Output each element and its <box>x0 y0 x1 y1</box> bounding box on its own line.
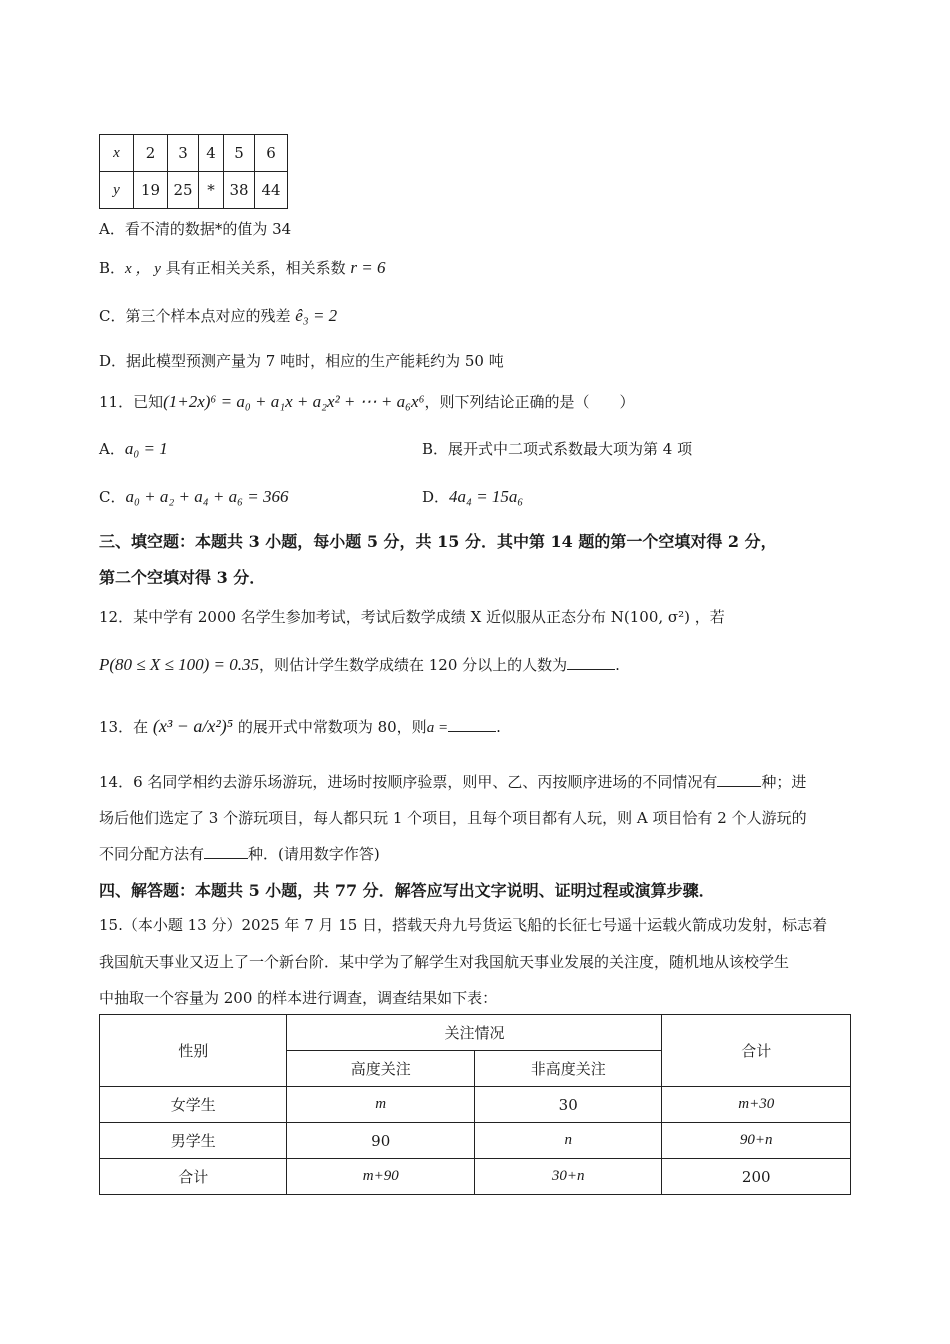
q13 <box>99 716 501 737</box>
table-cell: 2 <box>134 135 168 172</box>
table-row <box>100 1123 851 1159</box>
survey-table <box>99 1014 851 1195</box>
table-cell: 19 <box>134 172 168 209</box>
q10-option-c <box>99 305 337 326</box>
table-header-row <box>100 1015 851 1051</box>
answer-blank[interactable] <box>567 654 615 670</box>
table-row <box>100 172 288 209</box>
q10-option-d: D．据此模型预测产量为 7 吨时，相应的生产能耗约为 50 吨 <box>99 352 504 370</box>
q11-option-c <box>99 486 289 507</box>
question-number: 13．在 <box>99 718 149 736</box>
header-gender: 性别 <box>100 1015 287 1087</box>
question-number: 11．已知 <box>99 393 164 411</box>
option-label: A． <box>99 440 125 458</box>
option-text: 具有正相关关系，相关系数 <box>160 259 351 277</box>
answer-blank[interactable] <box>204 843 248 859</box>
table-cell: 90 <box>287 1123 474 1159</box>
table-cell: 男学生 <box>100 1123 287 1159</box>
table-cell: 3 <box>168 135 199 172</box>
table-cell: 90+n <box>662 1123 851 1159</box>
section-heading: 四、解答题：本题共 5 小题，共 77 分．解答应写出文字说明、证明过程或演算步骤． <box>99 881 715 900</box>
table-cell: 6 <box>255 135 288 172</box>
q10-option-b <box>99 257 386 278</box>
question-text: ，则下列结论正确的是（ ） <box>424 393 635 411</box>
math-expression: a₀ + a₂ + a₄ + a₆ = 366 <box>125 487 289 506</box>
xy-data-table <box>99 134 288 209</box>
table-row <box>100 135 288 172</box>
table-cell: 合计 <box>100 1159 287 1195</box>
table-cell: 30+n <box>474 1159 661 1195</box>
q12-line2 <box>99 654 620 675</box>
table-cell: 44 <box>255 172 288 209</box>
table-cell: m+30 <box>662 1087 851 1123</box>
table-cell: 30 <box>474 1087 661 1123</box>
table-cell: m+90 <box>287 1159 474 1195</box>
header-nonhigh: 非高度关注 <box>474 1051 661 1087</box>
q11-stem <box>99 391 635 412</box>
math-expression: P(80 ≤ X ≤ 100) = 0.35 <box>99 655 259 674</box>
math-vars: x ， y <box>125 261 161 277</box>
q11-option-a <box>99 438 168 459</box>
punctuation: . <box>615 656 620 674</box>
option-text: C．第三个样本点对应的残差 <box>99 307 296 325</box>
q14-line1 <box>99 771 806 792</box>
math-expression: ê₃ = 2 <box>295 306 338 325</box>
table-cell: 38 <box>224 172 255 209</box>
header-attention: 关注情况 <box>287 1015 662 1051</box>
option-label: C． <box>99 488 126 506</box>
table-row <box>100 1087 851 1123</box>
question-text: 种；进 <box>761 773 807 791</box>
answer-blank[interactable] <box>448 716 496 732</box>
math-var: a = <box>426 720 449 736</box>
table-cell: 女学生 <box>100 1087 287 1123</box>
question-text: 14．6 名同学相约去游乐场游玩，进场时按顺序验票，则甲、乙、丙按顺序进场的不同情况有 <box>99 773 718 791</box>
table-cell: y <box>100 172 134 209</box>
table-cell: x <box>100 135 134 172</box>
answer-blank[interactable] <box>717 771 761 787</box>
section-heading: 三、填空题：本题共 3 小题，每小题 5 分，共 15 分．其中第 14 题的第一个空填对得 2 分， <box>99 532 777 551</box>
question-text: 不同分配方法有 <box>99 845 205 863</box>
q15-line3: 中抽取一个容量为 200 的样本进行调查，调查结果如下表： <box>99 989 498 1007</box>
question-text: 种．(请用数字作答) <box>248 845 380 863</box>
table-cell: 4 <box>199 135 224 172</box>
q15-line2: 我国航天事业又迈上了一个新台阶．某中学为了解学生对我国航天事业发展的关注度，随机地从该校学生 <box>99 953 790 971</box>
q11-option-b: B．展开式中二项式系数最大项为第 4 项 <box>422 440 693 458</box>
punctuation: . <box>496 718 501 736</box>
header-high: 高度关注 <box>287 1051 474 1087</box>
question-text: 的展开式中常数项为 80，则 <box>237 718 427 736</box>
math-expression: 4a₄ = 15a₆ <box>449 487 524 506</box>
table-cell: n <box>474 1123 661 1159</box>
q15-line1: 15.（本小题 13 分）2025 年 7 月 15 日，搭载天舟九号货运飞船的长征七号遥十运载火箭成功发射，标志着 <box>99 916 828 934</box>
table-cell: 5 <box>224 135 255 172</box>
option-label: B． <box>99 259 126 277</box>
table-cell: 200 <box>662 1159 851 1195</box>
math-expression: a₀ = 1 <box>124 439 168 458</box>
q11-option-d <box>422 486 523 507</box>
option-label: D． <box>422 488 450 506</box>
math-expression: (1+2x)⁶ = a₀ + a₁x + a₂x² + ⋯ + a₆x⁶ <box>163 392 425 411</box>
math-expression: (x³ − a/x²)⁵ <box>152 716 234 736</box>
math-expression: r = 6 <box>350 258 386 277</box>
q10-option-a: A．看不清的数据*的值为 34 <box>99 220 292 238</box>
q14-line2: 场后他们选定了 3 个游玩项目，每人都只玩 1 个项目，且每个项目都有人玩，则 A 项目恰有 2 个人游玩的 <box>99 809 807 827</box>
table-row <box>100 1159 851 1195</box>
question-text: ，则估计学生数学成绩在 120 分以上的人数为 <box>258 656 568 674</box>
section-heading-cont: 第二个空填对得 3 分． <box>99 568 266 587</box>
header-total: 合计 <box>662 1015 851 1087</box>
q12-line1: 12．某中学有 2000 名学生参加考试，考试后数学成绩 X 近似服从正态分布 N(100, σ²) ，若 <box>99 608 725 626</box>
table-cell: 25 <box>168 172 199 209</box>
table-cell: m <box>287 1087 474 1123</box>
table-cell: * <box>199 172 224 209</box>
q14-line3 <box>99 843 380 864</box>
